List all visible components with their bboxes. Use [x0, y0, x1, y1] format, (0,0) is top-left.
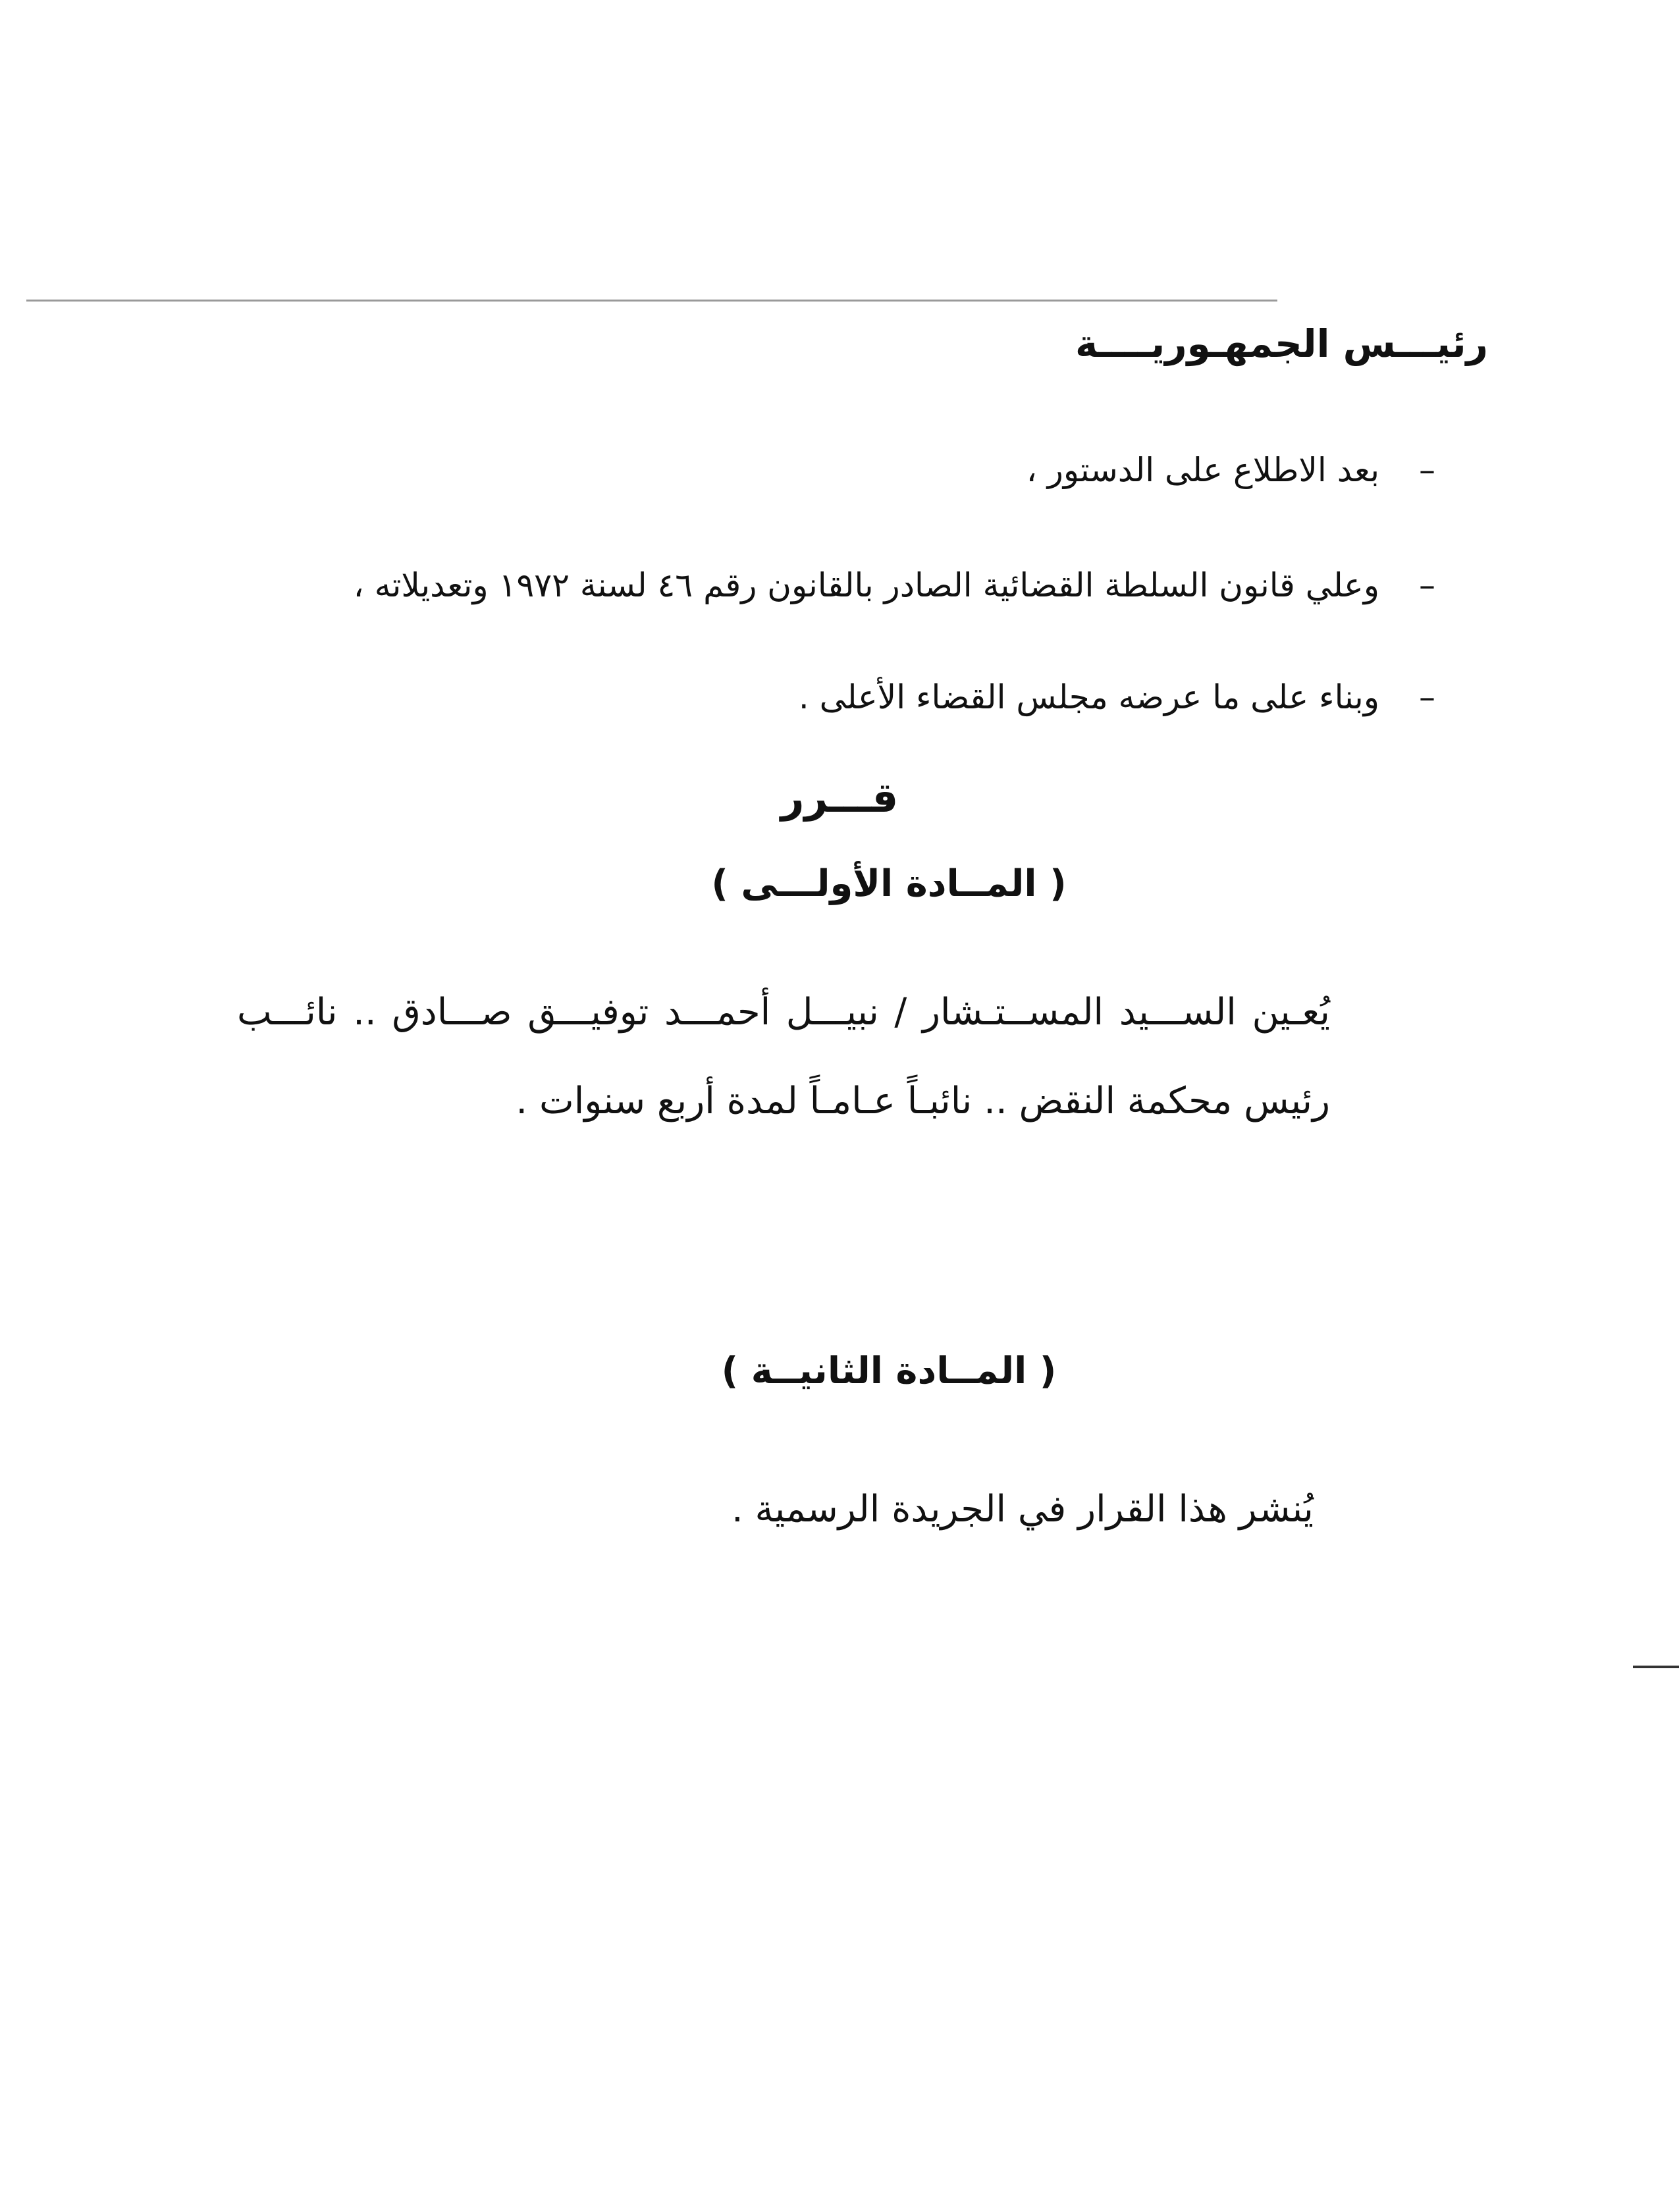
article-one-heading: ( المــادة الأولـــى ) [711, 862, 1067, 905]
article-two-heading: ( المــادة الثانيــة ) [721, 1350, 1057, 1392]
preamble-text: وعلي قانون السلطة القضائية الصادر بالقانون رقم ٤٦ لسنة ١٩٧٢ وتعديلاته ، [353, 566, 1379, 604]
preamble-text: وبناء على ما عرضه مجلس القضاء الأعلى . [798, 678, 1379, 716]
scan-edge-mark [1633, 1666, 1679, 1668]
article-two-text-line: يُنشر هذا القرار في الجريدة الرسمية . [731, 1488, 1314, 1531]
list-dash: – [1419, 566, 1435, 604]
list-dash: – [1419, 451, 1435, 489]
article-one-text-line: رئيس محكمة النقض .. نائبـاً عـامـاً لمدة أربع سنوات . [516, 1080, 1330, 1122]
preamble-item [799, 678, 1435, 716]
preamble-text: بعد الاطلاع على الدستور ، [1026, 451, 1379, 489]
decision-heading: قـــرر [780, 774, 899, 822]
article-one-text-line: يُعـين الســـيد المســتـشار / نبيـــل أحمـــد توفيـــق صـــادق .. نائـــب [237, 991, 1330, 1034]
paper-fold-line [26, 300, 1277, 302]
issuer-title: رئيـــس الجمهـوريــــة [1075, 321, 1488, 366]
preamble-item [1026, 451, 1435, 489]
preamble-item [354, 566, 1435, 604]
list-dash: – [1419, 678, 1435, 716]
